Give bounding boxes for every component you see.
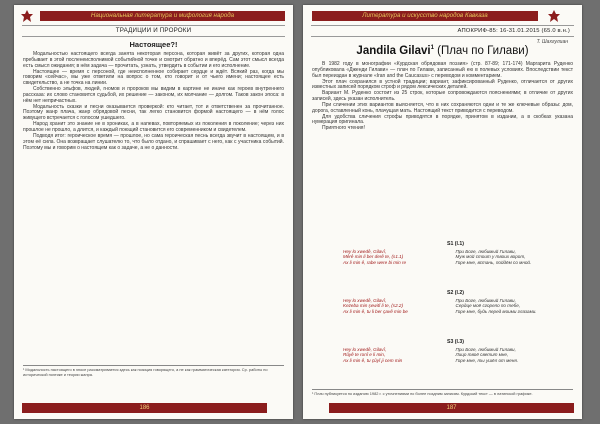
verse-line-original: Ax li min ê, tu li ber çavê min be bbox=[343, 308, 408, 314]
song-title-text: Jandila Gilavi bbox=[356, 45, 431, 57]
author-name: Т. Шахгулиан bbox=[536, 39, 568, 45]
footer-bar bbox=[22, 403, 267, 413]
footnote: ¹ Модальность настоящего в эпосе рассматривается здесь как позиция говорящего, а не как грамматическая категория. Ср. работы по исторической поэтике и теории жанра. bbox=[23, 367, 268, 377]
footer-bar bbox=[329, 403, 574, 413]
stanza-number: S1 (l.1) bbox=[446, 241, 464, 247]
song-title bbox=[303, 45, 582, 57]
paragraph: Вариант М. Руденко состоит из 25 строк, которые сопровождаются пояснениями; в отличие от других записей, здесь указан исполнитель. bbox=[312, 90, 573, 103]
paragraph: Настоящее — время с персоной, где неисполненное собирает сердце и ждёт. Всякий раз, когда мы говорим «сейчас», мы уже ответили на вопрос о том, кто говорит и от чьего имени; настоящее есть свидетельство, а не точка на линии. bbox=[23, 68, 284, 87]
song-title-note: 1 bbox=[430, 45, 434, 52]
paragraph: В 1982 году в монографии «Курдская обрядовая поэзия» (стр. 87-89; 171-174) Маргарита Руденко опубликовала «Дженди Гилави» — плач по Гилави, записанный ею в полевых условиях. Впоследствии текст был переиздан в журнале «Iran and the Caucasus» с переводом и комментарием. bbox=[312, 61, 573, 79]
page-number: 186 bbox=[139, 405, 150, 411]
banner-text: Литература и искусство народов Кавказа bbox=[362, 12, 488, 19]
verse-line-original: Ax li min ê, rabe were bi min re bbox=[343, 259, 407, 265]
paragraph: Модальность сказки и песни оказывается проверкой: кто читает, тот и ответственен за прочитанное. Поэтому жанр плача, жанр обрядовой песни, так легко становится формой настоящего — в нём голос живущего встречается с голосом ушедшего. bbox=[23, 103, 284, 122]
verse-line-original: Ax li min ê, tu çûyî ji cem min bbox=[343, 357, 403, 363]
stanza-number: S2 (l.2) bbox=[446, 290, 464, 296]
verse-line-translation: При Боге, любимый Гилави, bbox=[455, 297, 516, 303]
verse-line-original: Rûyê te ronî e li min, bbox=[343, 352, 386, 358]
footnotes bbox=[312, 389, 573, 397]
verse-line-original: Hey lo xwedê, Gilavî, bbox=[343, 346, 387, 352]
header-banner bbox=[312, 11, 538, 21]
article-title: Настоящее?! bbox=[129, 40, 178, 49]
verse-line-original: Kezeba min şewitî li te, (s2.2) bbox=[343, 303, 403, 309]
footnotes bbox=[23, 365, 284, 377]
verse-line-original: Hey lo xwedê, Gilavî, bbox=[343, 248, 387, 254]
article-body bbox=[23, 52, 284, 151]
paragraph: Подводя итог: героическое время — прошлое, но сама героическая песнь всегда звучит в настоящем, и в этом её сила. Она возвращает слушателю то, что было отдано, и спрашивает с него, как с участника событий. Поэтому мы и говорим о настоящем как о задаче, а не о данности. bbox=[23, 132, 284, 151]
right-page bbox=[303, 5, 582, 419]
page-number: 187 bbox=[446, 405, 457, 411]
paragraph: Собственно эльфов, людей, гномов и пророков мы видим в картине не иначе как героев внутреннего рассказа: их слово становится судьбой, их решение — законом, их молчание — долгом. Таков закон эпоса: в нём нет непричастных. bbox=[23, 86, 284, 104]
emblem-icon bbox=[546, 9, 562, 23]
paragraph: Приятного чтения! bbox=[322, 125, 365, 132]
verse-line-translation: При Боге, любимый Гилави, bbox=[455, 346, 516, 352]
emblem-icon bbox=[19, 9, 35, 23]
verse-line-translation: Горе мне, будь перед моими глазами. bbox=[455, 308, 537, 314]
verse-line-translation: Лицо твоё светит мне, bbox=[455, 352, 509, 358]
song-title-translation: (Плач по Гилави) bbox=[437, 45, 529, 57]
paragraph: При сличении этих вариантов выясняется, что в них сохраняются одни и те же ключевые образы: дом, дорога, оставленный конь, плачущая мать. Настоящий текст приводится с переводом. bbox=[312, 101, 573, 114]
verse-line-translation: Горе мне, ты ушёл от меня. bbox=[455, 357, 519, 363]
verse-line-translation: Горе мне, встань, пойдём со мной. bbox=[455, 259, 532, 265]
verse-line-translation: Муж мой стоит у твоих ворот, bbox=[455, 254, 526, 260]
verse-line-original: Hey lo xwedê, Gilavî, bbox=[343, 297, 387, 303]
left-page bbox=[14, 5, 293, 419]
stanza bbox=[343, 242, 568, 265]
verse-line-translation: При Боге, любимый Гилави, bbox=[455, 248, 516, 254]
stanza-number: S3 (l.3) bbox=[446, 339, 464, 345]
paragraph: Модальностью настоящего всегда занята некоторая персона, которая живёт за других, которая одна пребывает в этой посленеисполнимой событийной точке и смотрит обратно и вперёд. Сам этот смысл всегда есть смысл ожидания; в нём задача — прочитать, узнать, утвердить в событии и его исполнение. bbox=[23, 51, 284, 69]
header-banner bbox=[40, 11, 285, 21]
article-body bbox=[312, 62, 573, 132]
banner-text: Национальная литература и мифология народа bbox=[90, 12, 235, 19]
footnote: ¹ Плач публикуется по изданию 1982 г. с уточнениями по более поздним записям. Курдский текст — в латинской графике. bbox=[312, 391, 533, 396]
section-heading: ТРАДИЦИИ И ПРОРОКИ bbox=[22, 25, 285, 37]
stanza bbox=[343, 340, 568, 363]
paragraph: Этот плач сохранился в устной традиции; вариант, зафиксированный Руденко, отличается от других известных записей порядком строф и рядом лексических деталей. bbox=[312, 78, 573, 91]
verse-line-translation: Сердце моё сгорело по тебе, bbox=[455, 303, 521, 309]
verse-line-original: Mêrê min li ber derê te, (s1.1) bbox=[343, 254, 404, 260]
stanza bbox=[343, 291, 568, 314]
paragraph: Народ хранит это знание не в хрониках, а в напевах, повторяемых из поколения в поколение; через них прошлое не прошло, а длится, и каждый поющий становится его современником и свидетелем. bbox=[23, 121, 284, 133]
section-heading: АПОКРИФ-85: 16-31.01.2015 (65.0 в.н.) bbox=[311, 25, 574, 37]
paragraph: Для удобства сличения строфы приводятся в порядке, принятом в издании, а в скобках указана нумерация оригинала. bbox=[312, 113, 573, 126]
